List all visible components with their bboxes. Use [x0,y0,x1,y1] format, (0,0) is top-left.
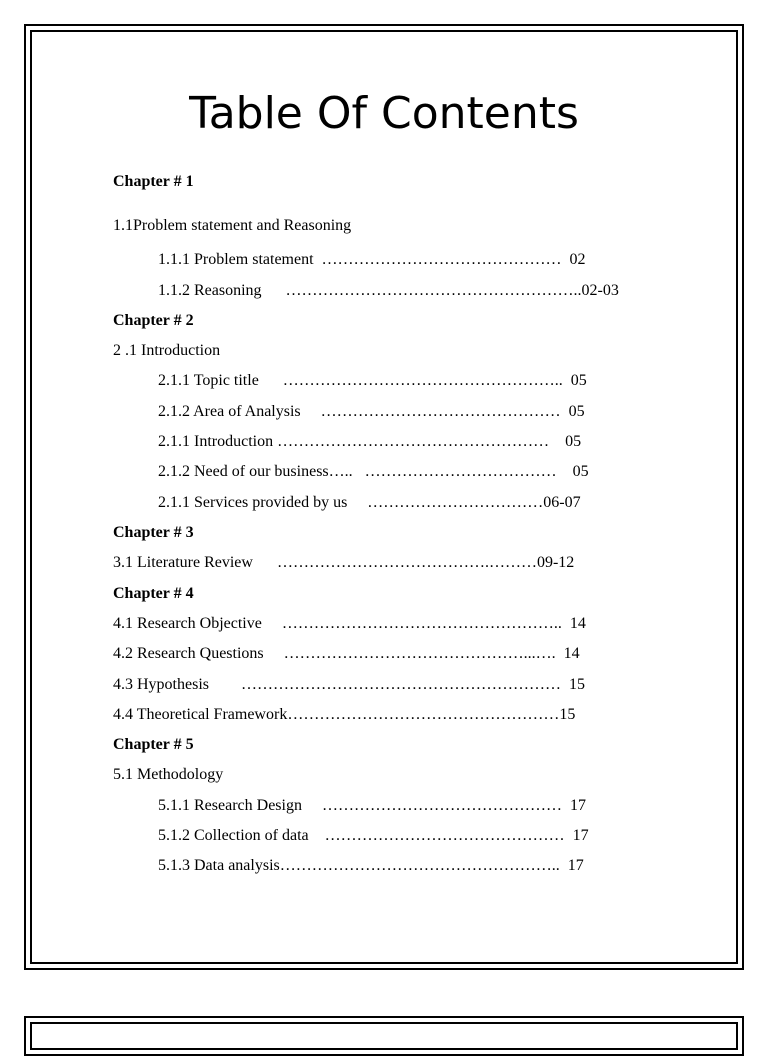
toc-section-4-4: 4.4 Theoretical Framework……………………………………………15 [113,706,576,723]
toc-section-4-2: 4.2 Research Questions ………………………………………...…. 14 [113,645,580,662]
toc-subsection-2-1-1-b: 2.1.1 Introduction …………………………………………… 05 [158,433,582,450]
page-title: Table Of Contents [189,88,579,139]
toc-section-5-1: 5.1 Methodology [113,766,224,783]
toc-subsection-2-1-2-a: 2.1.2 Area of Analysis ……………………………………… 05 [158,403,585,420]
toc-chapter-3: Chapter # 3 [113,524,194,541]
next-page-border-inner [30,1022,738,1050]
toc-subsection-5-1-1: 5.1.1 Research Design ……………………………………… 17 [158,797,586,814]
toc-chapter-4: Chapter # 4 [113,585,194,602]
toc-subsection-1-1-2: 1.1.2 Reasoning ………………………………………………..02-03 [158,282,619,299]
toc-subsection-5-1-3: 5.1.3 Data analysis…………………………………………….. 17 [158,857,584,874]
toc-section-4-3: 4.3 Hypothesis …………………………………………………… 15 [113,676,585,693]
toc-section-4-1: 4.1 Research Objective …………………………………………….. 14 [113,615,586,632]
toc-section-1-1: 1.1Problem statement and Reasoning [113,217,352,234]
toc-section-2-1: 2 .1 Introduction [113,342,221,359]
toc-subsection-5-1-2: 5.1.2 Collection of data ……………………………………… 17 [158,827,589,844]
toc-subsection-2-1-1-c: 2.1.1 Services provided by us ……………………………06-07 [158,494,581,511]
next-page-border [24,1016,744,1056]
toc-chapter-5: Chapter # 5 [113,736,194,753]
toc-section-3-1: 3.1 Literature Review ………………………………….………09-12 [113,554,575,571]
toc-chapter-1: Chapter # 1 [113,173,194,190]
toc-chapter-2: Chapter # 2 [113,312,194,329]
toc-subsection-1-1-1: 1.1.1 Problem statement ……………………………………… 02 [158,251,586,268]
toc-subsection-2-1-1-a: 2.1.1 Topic title …………………………………………….. 05 [158,372,587,389]
toc-subsection-2-1-2-b: 2.1.2 Need of our business….. ……………………………… 05 [158,463,589,480]
